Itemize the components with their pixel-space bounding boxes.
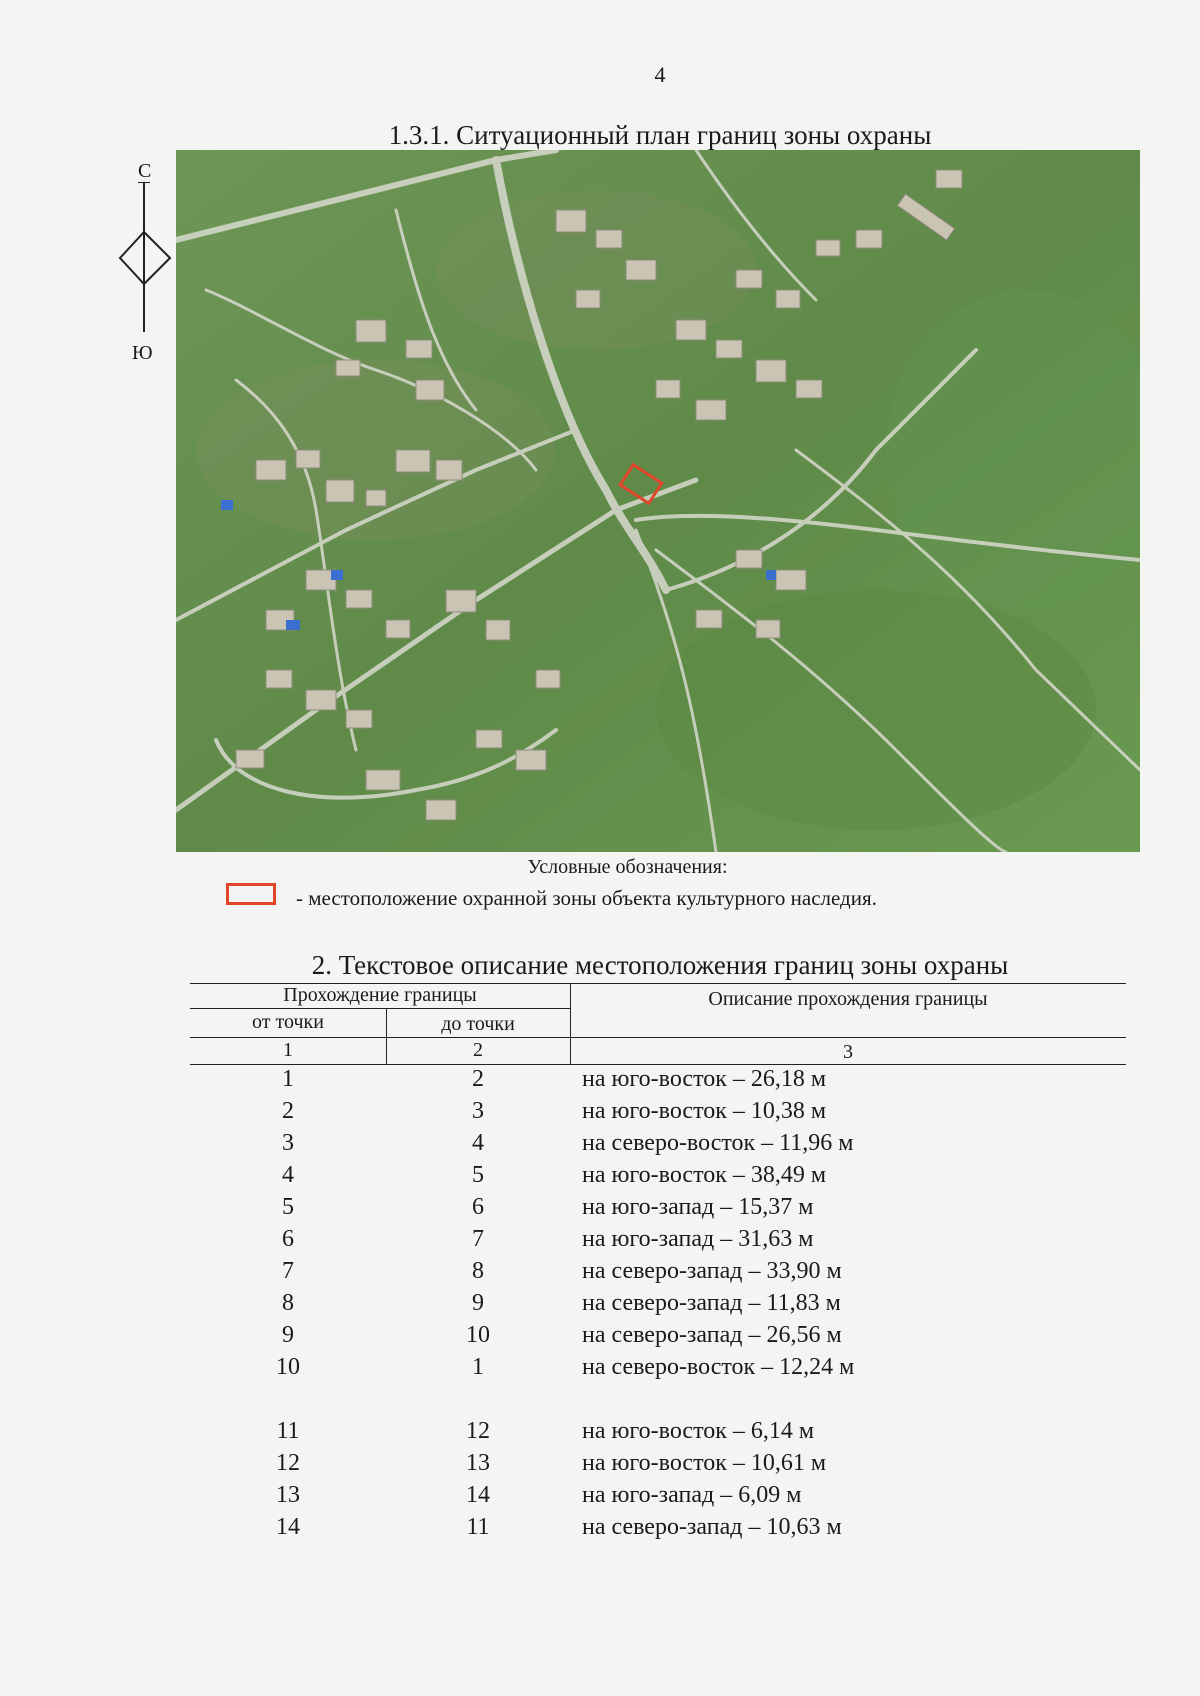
header-group: Прохождение границы: [283, 984, 477, 1006]
north-label: С: [138, 160, 152, 182]
header-col-3: 3: [843, 1041, 853, 1063]
table-row: 10 1 на северо-восток – 12,24 м: [276, 1354, 855, 1380]
header-to: до точки: [441, 1013, 515, 1035]
south-label: Ю: [132, 342, 153, 364]
north-arrow: [118, 160, 178, 364]
table-row: 2 3 на юго-восток – 10,38 м: [282, 1098, 827, 1124]
header-from: от точки: [252, 1011, 324, 1033]
header-col-1: 1: [283, 1039, 293, 1061]
legend-title: Условные обозначения:: [527, 856, 728, 878]
table-row: 5 6 на юго-запад – 15,37 м: [282, 1194, 814, 1220]
page-number: 4: [654, 62, 666, 87]
table-row: 11 12 на юго-восток – 6,14 м: [276, 1418, 815, 1444]
legend-swatch: [226, 883, 276, 905]
table-row: 6 7 на юго-запад – 31,63 м: [282, 1226, 814, 1252]
table-row: 4 5 на юго-восток – 38,49 м: [282, 1162, 827, 1188]
table-row: 13 14 на юго-запад – 6,09 м: [276, 1482, 802, 1508]
table-row: 14 11 на северо-запад – 10,63 м: [276, 1514, 842, 1540]
table-row: 3 4 на северо-восток – 11,96 м: [282, 1130, 854, 1156]
table-row: 1 2 на юго-восток – 26,18 м: [282, 1066, 827, 1092]
table-row: 12 13 на юго-восток – 10,61 м: [276, 1450, 827, 1476]
section-title: 1.3.1. Ситуационный план границ зоны охраны: [388, 120, 932, 150]
satellite-map: [176, 150, 1140, 852]
compass-rose-icon: [118, 182, 178, 342]
header-description: Описание прохождения границы: [708, 988, 988, 1010]
table-row: 7 8 на северо-запад – 33,90 м: [282, 1258, 842, 1284]
table-row: 9 10 на северо-запад – 26,56 м: [282, 1322, 842, 1348]
header-col-2: 2: [473, 1039, 483, 1061]
table-row: 8 9 на северо-запад – 11,83 м: [282, 1290, 841, 1316]
legend-item-text: - местоположение охранной зоны объекта культурного наследия.: [296, 886, 877, 910]
table-title: 2. Текстовое описание местоположения границ зоны охраны: [311, 950, 1009, 980]
